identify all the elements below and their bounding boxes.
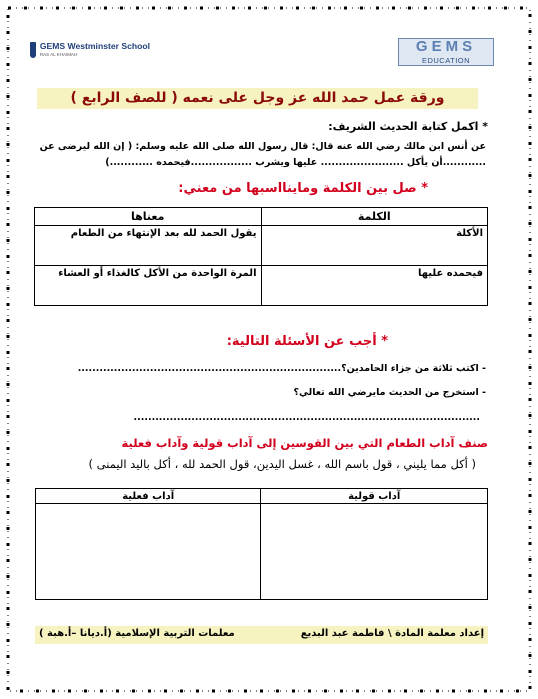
prepared-by: إعداد معلمة المادة \ فاطمة عبد البديع xyxy=(300,628,484,639)
school-location: RAS AL KHAIMAH xyxy=(39,52,78,58)
answer-line: ................................................................................................ xyxy=(133,412,480,423)
worksheet-title: ورقة عمل حمد الله عز وجل على نعمه ( للصف الرابع ) xyxy=(37,88,478,109)
table-row xyxy=(35,266,488,306)
col-actions-header: آداب فعلية xyxy=(36,489,261,504)
manners-table xyxy=(35,488,488,600)
meaning-cell: المرة الواحدة من الأكل كالغذاء أو العشاء xyxy=(35,266,262,306)
footer xyxy=(35,626,488,644)
actions-answer-cell[interactable] xyxy=(36,504,261,600)
gems-logo-word: GEMS xyxy=(415,38,477,55)
table-row xyxy=(35,226,488,266)
col-word-header: الكلمة xyxy=(261,208,488,226)
verbal-answer-cell[interactable] xyxy=(261,504,488,600)
school-crest-icon xyxy=(30,42,36,58)
section2-heading: * صل بين الكلمة وماينااسبها من معني: xyxy=(178,181,428,196)
table-row xyxy=(36,504,488,600)
school-logo xyxy=(30,38,150,62)
section1-heading: * اكمل كتابة الحديث الشريف: xyxy=(328,120,488,133)
education-logo-sub: EDUCATION xyxy=(421,56,471,65)
hadith-line-1: عن أنس ابن مالك رضي الله عنه قال: قال رسول الله صلى الله عليه وسلم: ( إن الله ليرضى عن xyxy=(39,141,486,152)
section4-heading: صنف آداب الطعام التي بين القوسين إلى آداب قولية وآداب فعلية xyxy=(121,436,488,450)
teachers-names: معلمات التربية الإسلامية (أ.ديانا –أ.هبة ) xyxy=(39,628,235,639)
word-cell: فيحمده عليها xyxy=(261,266,488,306)
school-name: GEMS Westminster School xyxy=(39,41,150,52)
question-1: - اكتب ثلاثة من جزاء الحامدين؟......................................................................... xyxy=(77,363,486,374)
meaning-cell: يقول الحمد لله بعد الإنتهاء من الطعام xyxy=(35,226,262,266)
question-2: - استخرج من الحديث مايرضي الله تعالي؟ xyxy=(293,387,486,398)
col-meaning-header: معناها xyxy=(35,208,262,226)
word-cell: الأكلة xyxy=(261,226,488,266)
matching-table xyxy=(34,207,488,306)
col-verbal-header: آداب قولية xyxy=(261,489,488,504)
section3-heading: * أجب عن الأسئلة التالية: xyxy=(226,334,388,349)
gems-education-logo xyxy=(398,38,494,66)
manners-list: ( أكل مما يليني ، قول باسم الله ، غسل اليدين، قول الحمد لله ، أكل باليد اليمنى ) xyxy=(88,457,476,471)
hadith-line-2: ............أن يأكل ....................... عليها ويشرب .................فيحمده ............) xyxy=(105,157,486,168)
